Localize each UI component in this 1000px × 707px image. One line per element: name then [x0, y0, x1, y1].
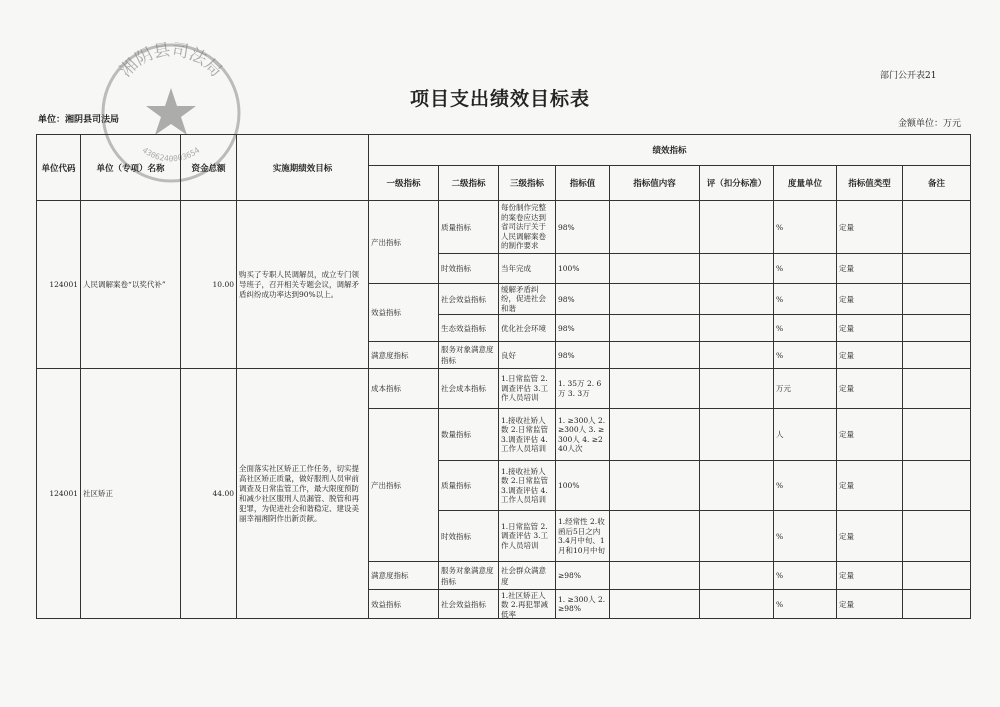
indicator-level2: 服务对象满意度指标 [439, 342, 499, 369]
indicator-note [903, 254, 971, 284]
indicator-content [610, 590, 700, 619]
svg-text:4306240003654: 4306240003654 [140, 145, 202, 164]
indicator-level3: 当年完成 [499, 254, 556, 284]
indicator-level2: 质量指标 [439, 461, 499, 511]
indicator-measure: % [774, 284, 837, 315]
indicator-measure: % [774, 342, 837, 369]
indicator-level3-text: 1.日常监管 2.调查评估 3.工作人员培训 [501, 374, 549, 403]
project-name: 社区矫正 [81, 369, 181, 619]
indicator-eval [700, 461, 774, 511]
indicator-level1: 效益指标 [369, 590, 439, 619]
indicator-level2: 时效指标 [439, 254, 499, 284]
indicator-content [610, 201, 700, 254]
indicator-measure: % [774, 254, 837, 284]
indicator-note [903, 461, 971, 511]
indicator-level2: 社会效益指标 [439, 590, 499, 619]
indicator-value [556, 409, 610, 461]
indicator-content [610, 461, 700, 511]
indicator-level3-text: 每份制作完整的案卷应达到省司法厅关于人民调解案卷的制作要求 [501, 203, 546, 251]
indicator-content [610, 511, 700, 562]
header-type: 指标值类型 [837, 166, 903, 201]
indicator-type: 定量 [837, 590, 903, 619]
indicator-type: 定量 [837, 254, 903, 284]
indicator-value: 100% [556, 461, 610, 511]
indicator-measure: % [774, 562, 837, 590]
header-eval: 评（扣分标准） [700, 166, 774, 201]
indicator-note [903, 511, 971, 562]
indicator-type: 定量 [837, 284, 903, 315]
indicator-level2: 数量指标 [439, 409, 499, 461]
header-measure: 度量单位 [774, 166, 837, 201]
indicator-eval [700, 409, 774, 461]
indicator-eval [700, 254, 774, 284]
header-level3: 三级指标 [499, 166, 556, 201]
indicator-measure: 万元 [774, 369, 837, 409]
page-title: 项目支出绩效目标表 [409, 88, 590, 110]
indicator-eval [700, 201, 774, 254]
indicator-measure: % [774, 461, 837, 511]
indicator-measure: % [774, 315, 837, 342]
indicator-value: 98% [556, 201, 610, 254]
indicator-value: 98% [556, 315, 610, 342]
indicator-level3 [499, 201, 556, 254]
indicator-level2: 时效指标 [439, 511, 499, 562]
indicator-level3: 良好 [499, 342, 556, 369]
indicator-value-text: 1. ≥300人 2. ≥98% [558, 594, 606, 613]
indicator-value [556, 369, 610, 409]
header-amount: 资金总额 [181, 135, 237, 201]
header-note: 备注 [903, 166, 971, 201]
project-goal [237, 369, 369, 619]
indicator-value [556, 590, 610, 619]
indicator-type: 定量 [837, 562, 903, 590]
indicator-level2: 社会成本指标 [439, 369, 499, 409]
indicator-note [903, 409, 971, 461]
indicator-eval [700, 511, 774, 562]
indicator-content [610, 562, 700, 590]
indicator-level1: 效益指标 [369, 284, 439, 342]
indicator-type: 定量 [837, 461, 903, 511]
indicator-value: 98% [556, 342, 610, 369]
indicator-type: 定量 [837, 201, 903, 254]
indicator-level1: 产出指标 [369, 409, 439, 562]
indicator-measure: % [774, 590, 837, 619]
indicator-level3-text: 1.日常监管 2.调查评估 3.工作人员培训 [501, 521, 549, 550]
indicator-level3-text: 1.社区矫正人数 2.再犯罪减低率 [501, 590, 549, 618]
indicator-type: 定量 [837, 409, 903, 461]
indicator-level1: 产出指标 [369, 201, 439, 284]
project-name: 人民调解案卷“以奖代补” [81, 201, 181, 369]
indicator-eval [700, 562, 774, 590]
indicator-content [610, 254, 700, 284]
header-goal: 实施期绩效目标 [237, 135, 369, 201]
indicator-level1: 成本指标 [369, 369, 439, 409]
indicator-level3 [499, 409, 556, 461]
indicator-type: 定量 [837, 342, 903, 369]
indicator-type: 定量 [837, 369, 903, 409]
indicator-eval [700, 342, 774, 369]
indicator-note [903, 315, 971, 342]
indicator-eval [700, 315, 774, 342]
money-unit-label: 金额单位：万元 [898, 119, 962, 129]
indicator-level3 [499, 461, 556, 511]
table-row [37, 201, 971, 254]
project-goal-text: 购买了专职人民调解员，成立专门领导班子，召开相关专题会议，调解矛盾纠纷成功率达到90%以上。 [239, 269, 359, 299]
indicator-note [903, 369, 971, 409]
project-goal-text: 全面落实社区矫正工作任务，切实提高社区矫正质量，做好服刑人员审前调查及日常监管工作，最大限度预防和减少社区服刑人员漏管、脱管和再犯罪，为促进社会和谐稳定、建设美丽幸福湘阴作出新贡献。 [239, 463, 359, 523]
header-code: 单位代码 [37, 135, 81, 201]
indicator-value: 98% [556, 284, 610, 315]
project-amount: 44.00 [181, 369, 237, 619]
project-code: 124001 [37, 201, 81, 369]
indicator-level3-text: 1.接收社矫人数 2.日常监管 3.调查评估 4.工作人员培训 [501, 415, 549, 453]
svg-text:湘阴县司法局: 湘阴县司法局 [116, 40, 226, 82]
indicator-note [903, 590, 971, 619]
project-code: 124001 [37, 369, 81, 619]
indicator-level1: 满意度指标 [369, 342, 439, 369]
project-amount: 10.00 [181, 201, 237, 369]
indicator-content [610, 315, 700, 342]
indicator-eval [700, 590, 774, 619]
unit-label: 单位：湘阴县司法局 [38, 115, 120, 125]
indicator-value-text: 1. ≥300人 2. ≥300人 3. ≥300人 4. ≥240人次 [558, 415, 606, 453]
indicator-level3-text: 缓解矛盾纠纷，促进社会和谐 [501, 284, 546, 313]
indicator-note [903, 562, 971, 590]
header-value: 指标值 [556, 166, 610, 201]
indicator-value [556, 511, 610, 562]
performance-table [36, 134, 971, 619]
header-level1: 一级指标 [369, 166, 439, 201]
header-name: 单位（专项）名称 [81, 135, 181, 201]
indicator-level2: 社会效益指标 [439, 284, 499, 315]
indicator-measure: 人 [774, 409, 837, 461]
indicator-level3 [499, 369, 556, 409]
indicator-content [610, 409, 700, 461]
indicator-note [903, 342, 971, 369]
form-number: 部门公开表21 [880, 71, 937, 81]
indicator-level2: 质量指标 [439, 201, 499, 254]
indicator-level3: 社会群众满意度 [499, 562, 556, 590]
indicator-level3-text: 1.接收社矫人数 2.日常监管 3.调查评估 4.工作人员培训 [501, 466, 549, 504]
indicator-content [610, 369, 700, 409]
indicator-value: 100% [556, 254, 610, 284]
indicator-measure: % [774, 511, 837, 562]
indicator-value: ≥98% [556, 562, 610, 590]
header-level2: 二级指标 [439, 166, 499, 201]
indicator-level2: 服务对象满意度指标 [439, 562, 499, 590]
indicator-eval [700, 284, 774, 315]
indicator-note [903, 284, 971, 315]
project-goal [237, 201, 369, 369]
indicator-type: 定量 [837, 315, 903, 342]
indicator-level3: 优化社会环境 [499, 315, 556, 342]
indicator-level2: 生态效益指标 [439, 315, 499, 342]
header-content: 指标值内容 [610, 166, 700, 201]
indicator-measure: % [774, 201, 837, 254]
indicator-eval [700, 369, 774, 409]
indicator-note [903, 201, 971, 254]
indicator-content [610, 284, 700, 315]
indicator-level1: 满意度指标 [369, 562, 439, 590]
header-indicators: 绩效指标 [369, 135, 971, 166]
table-row [37, 369, 971, 409]
indicator-level3 [499, 284, 556, 315]
indicator-content [610, 342, 700, 369]
indicator-value-text: 1. 35万 2. 6万 3. 3万 [558, 379, 602, 398]
indicator-level3 [499, 590, 556, 619]
indicator-value-text: 1.经常性 2.收函后5日之内 3.4月中旬、1月和10月中旬 [558, 517, 606, 555]
indicator-type: 定量 [837, 511, 903, 562]
indicator-level3 [499, 511, 556, 562]
